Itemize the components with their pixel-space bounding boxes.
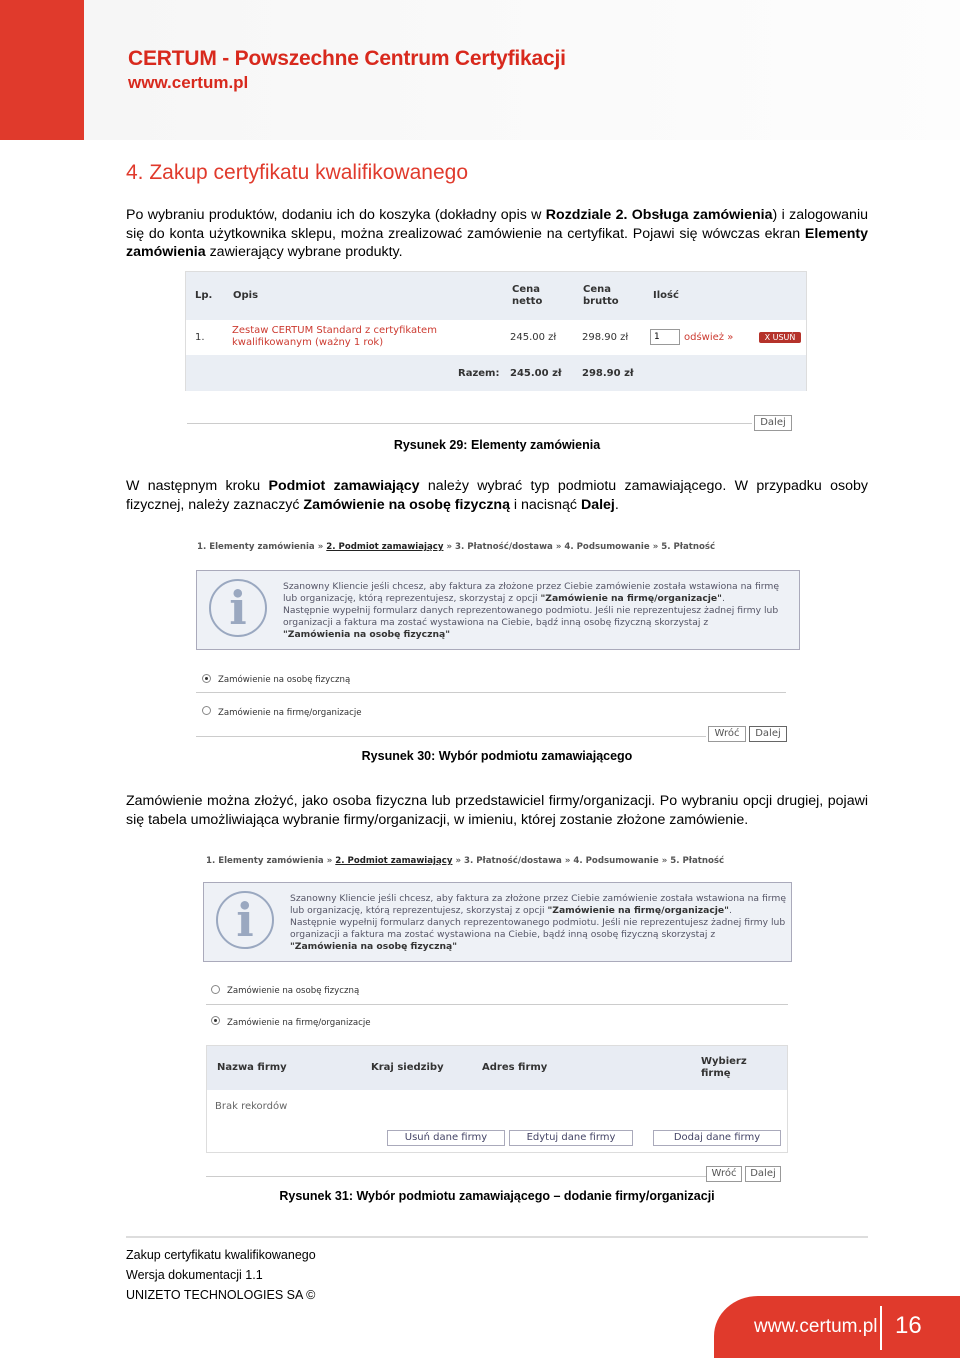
order-items-figure	[185, 271, 807, 391]
radio-person-label: Zamówienie na osobę fizyczną	[227, 986, 360, 996]
empty-records: Brak rekordów	[215, 1101, 288, 1112]
sum-netto: 245.00 zł	[510, 368, 562, 379]
next-button[interactable]: Dalej	[749, 726, 787, 742]
row-brutto: 298.90 zł	[582, 332, 629, 343]
footer-doc-title: Zakup certyfikatu kwalifikowanego	[126, 1248, 316, 1262]
back-button[interactable]: Wróć	[706, 1166, 742, 1182]
page-number: 16	[895, 1312, 922, 1339]
radio-person-label: Zamówienie na osobę fizyczną	[218, 675, 351, 685]
next-button[interactable]: Dalej	[745, 1166, 781, 1182]
info-icon: i	[209, 579, 267, 637]
step-1[interactable]: 1. Elementy zamówienia	[197, 542, 315, 552]
order-steps: 1. Elementy zamówienia » 2. Podmiot zamawiający » 3. Płatność/dostawa » 4. Podsumowanie » 5. Płatność	[197, 542, 716, 552]
delete-company-button[interactable]: Usuń dane firmy	[387, 1130, 505, 1146]
radio-person[interactable]	[211, 985, 220, 994]
sum-label: Razem:	[458, 368, 500, 379]
info-box	[203, 882, 792, 962]
radio-company-label: Zamówienie na firmę/organizacje	[227, 1018, 371, 1028]
paragraph-step3: Zamówienie można złożyć, jako osoba fizyczna lub przedstawiciel firmy/organizacji. Po wybraniu opcji drugiej, pojawi się tabela umożliwiająca wybranie firmy/organizacji, w imieniu, której zostanie złożone zamówienie.	[126, 793, 868, 828]
info-text: Szanowny Kliencie jeśli chcesz, aby faktura za złożone przez Ciebie zamówienie została wstawiona na firmę lub organizację, którą reprezentujesz, skorzystaj z opcji "Zamówienie na firmę/organizacje". Następnie wypełnij formularz danych reprezentowanego podmiotu. Jeśli nie reprezentujesz żadnej firmy lub organizacji a faktura ma zostać wystawiona na Ciebie, bądź inną osobę fizyczną skorzystaj z "Zamówienia na osobę fizyczną"	[283, 581, 779, 640]
company-table	[206, 1045, 788, 1153]
row-netto: 245.00 zł	[510, 332, 557, 343]
step-3: 3. Płatność/dostawa	[464, 856, 562, 866]
footer-divider	[126, 1236, 868, 1238]
radio-person[interactable]	[202, 674, 211, 683]
divider	[187, 423, 752, 424]
refresh-link[interactable]: odśwież »	[684, 332, 734, 343]
step-5: 5. Płatność	[661, 542, 716, 552]
table-header	[186, 272, 806, 320]
info-box	[196, 570, 800, 650]
next-button[interactable]: Dalej	[754, 415, 792, 431]
footer-version: Wersja dokumentacji 1.1	[126, 1268, 263, 1282]
divider	[196, 692, 786, 693]
edit-company-button[interactable]: Edytuj dane firmy	[509, 1130, 633, 1146]
divider	[196, 736, 706, 737]
caption-30: Rysunek 30: Wybór podmiotu zamawiającego	[361, 749, 633, 763]
step-4: 4. Podsumowanie	[564, 542, 650, 552]
brand-title: CERTUM - Powszechne Centrum Certyfikacji	[128, 47, 566, 70]
step-5: 5. Płatność	[670, 856, 725, 866]
col-ilosc: Ilość	[653, 290, 679, 301]
col-country: Kraj siedziby	[371, 1062, 444, 1073]
col-lp: Lp.	[195, 290, 213, 301]
radio-company-label: Zamówienie na firmę/organizacje	[218, 708, 362, 718]
col-brutto: Cena brutto	[583, 284, 619, 307]
step-2[interactable]: 2. Podmiot zamawiający	[326, 542, 444, 552]
col-opis: Opis	[233, 290, 259, 301]
quantity-input[interactable]: 1	[650, 329, 680, 345]
back-button[interactable]: Wróć	[708, 726, 746, 742]
info-icon: i	[216, 891, 274, 949]
divider	[206, 1176, 706, 1177]
divider	[206, 1004, 788, 1005]
col-netto: Cena netto	[512, 284, 543, 307]
order-steps: 1. Elementy zamówienia » 2. Podmiot zamawiający » 3. Płatność/dostawa » 4. Podsumowanie » 5. Płatność	[206, 856, 725, 866]
radio-company[interactable]	[211, 1016, 220, 1025]
step-3: 3. Płatność/dostawa	[455, 542, 553, 552]
footer-url: www.certum.pl	[754, 1316, 878, 1337]
add-company-button[interactable]: Dodaj dane firmy	[653, 1130, 781, 1146]
section-title: 4. Zakup certyfikatu kwalifikowanego	[126, 161, 468, 184]
col-choose: Wybierz firmę	[701, 1056, 747, 1079]
col-address: Adres firmy	[482, 1062, 548, 1073]
radio-company[interactable]	[202, 706, 211, 715]
step-4: 4. Podsumowanie	[573, 856, 659, 866]
product-link[interactable]: Zestaw CERTUM Standard z certyfikatem kwalifikowanym (ważny 1 rok)	[232, 325, 437, 348]
caption-31: Rysunek 31: Wybór podmiotu zamawiającego – dodanie firmy/organizacji	[279, 1189, 715, 1203]
col-company-name: Nazwa firmy	[217, 1062, 287, 1073]
sum-brutto: 298.90 zł	[582, 368, 634, 379]
footer-company: UNIZETO TECHNOLOGIES SA ©	[126, 1288, 316, 1302]
row-lp: 1.	[195, 332, 205, 343]
step-1[interactable]: 1. Elementy zamówienia	[206, 856, 324, 866]
footer-separator	[880, 1306, 882, 1350]
paragraph-step2: W następnym kroku Podmiot zamawiający należy wybrać typ podmiotu zamawiającego. W przypadku osoby fizycznej, należy zaznaczyć Zamówienie na osobę fizyczną i nacisnąć Dalej.	[126, 478, 868, 513]
remove-button[interactable]: X USUŃ	[759, 332, 801, 343]
caption-29: Rysunek 29: Elementy zamówienia	[393, 438, 601, 452]
step-2[interactable]: 2. Podmiot zamawiający	[335, 856, 453, 866]
header-red-block	[0, 0, 84, 140]
brand-url: www.certum.pl	[128, 73, 249, 92]
info-text: Szanowny Kliencie jeśli chcesz, aby faktura za złożone przez Ciebie zamówienie została wstawiona na firmę lub organizację, którą reprezentujesz, skorzystaj z opcji "Zamówienie na firmę/organizacje". Następnie wypełnij formularz danych reprezentowanego podmiotu. Jeśli nie reprezentujesz żadnej firmy lub organizacji a faktura ma zostać wystawiona na Ciebie, bądź inną osobę fizyczną skorzystaj z "Zamówienia na osobę fizyczną"	[290, 893, 786, 952]
paragraph-intro: Po wybraniu produktów, dodaniu ich do koszyka (dokładny opis w Rozdziale 2. Obsługa zamówienia) i zalogowaniu się do konta użytkownika sklepu, można zrealizować zamówienie na certyfikat. Pojawi się wówczas ekran Elementy zamówienia zawierający wybrane produkty.	[126, 207, 868, 260]
